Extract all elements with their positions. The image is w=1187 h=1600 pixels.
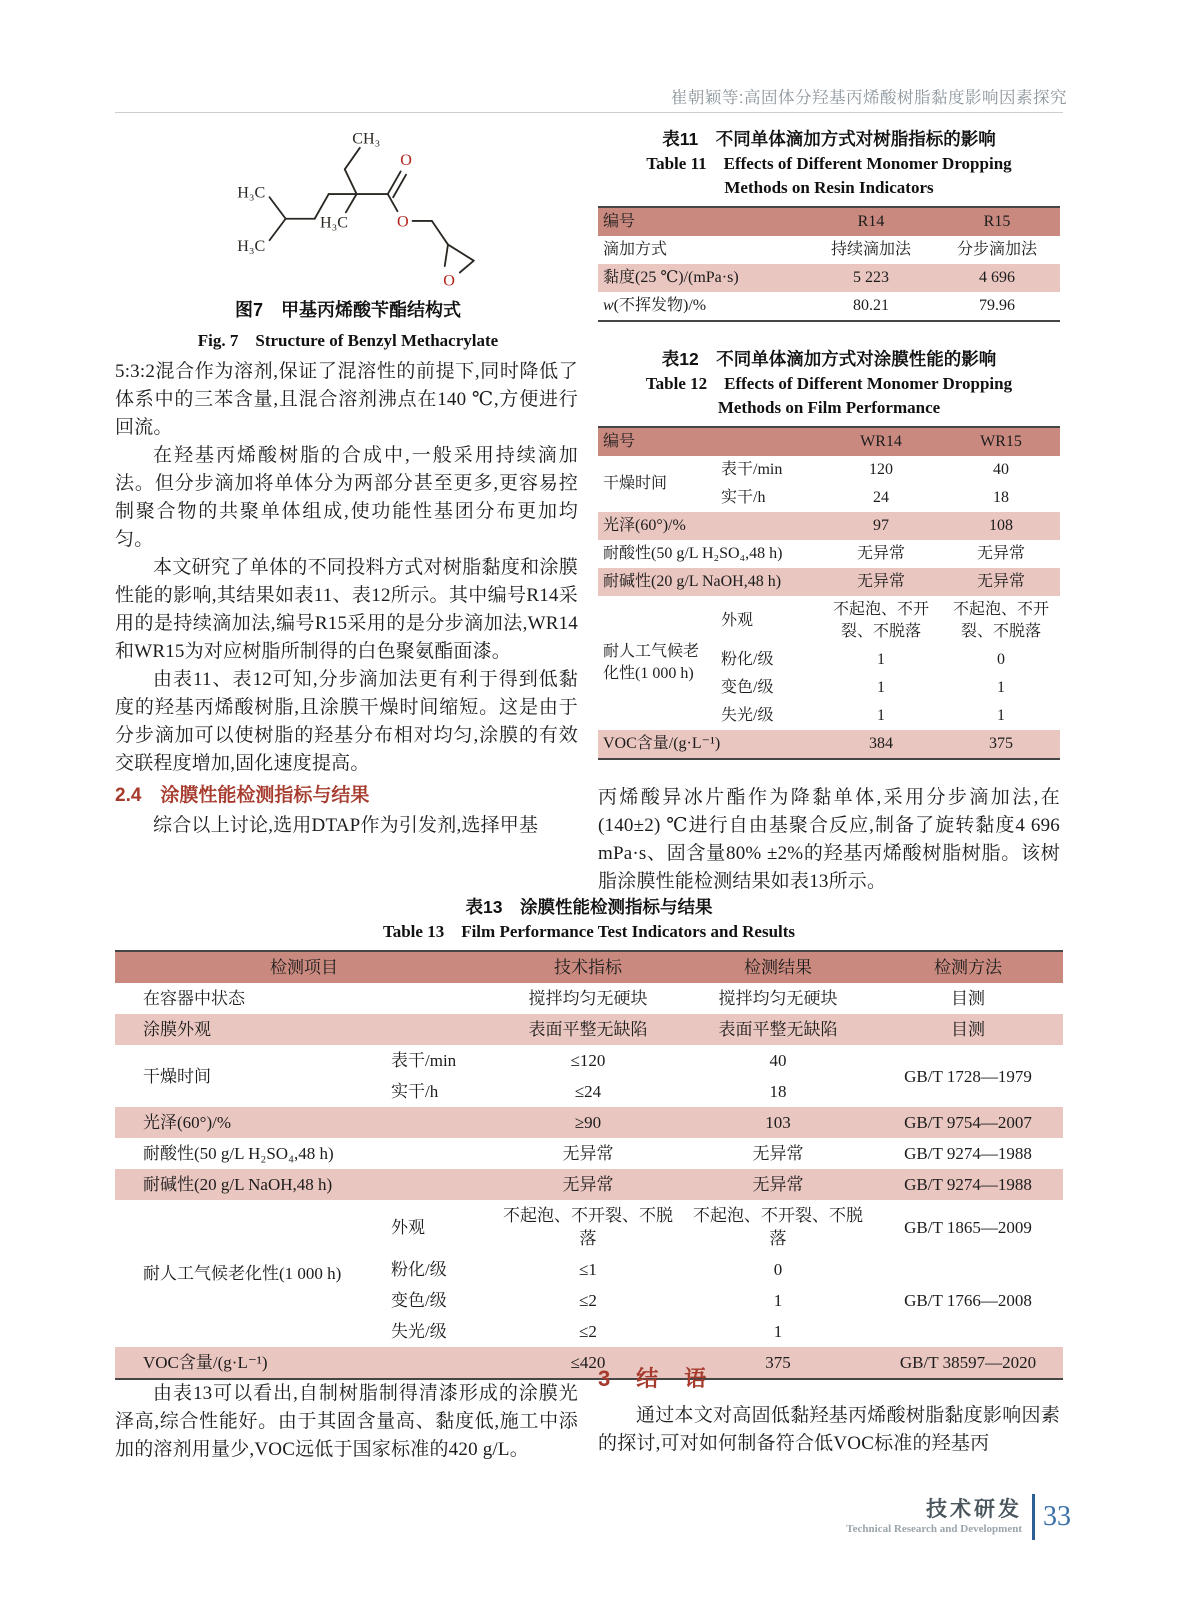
table-cell: GB/T 1728—1979 <box>904 1066 1032 1086</box>
table-cell: 24 <box>873 489 889 506</box>
table-cell: 1 <box>877 707 885 724</box>
table-row <box>598 427 1060 456</box>
table-cell: 不起泡、不开裂、不脱落 <box>693 1206 863 1248</box>
table-cell: 编号 <box>603 433 636 450</box>
figure-7 <box>118 122 578 351</box>
table-cell: 无异常 <box>856 573 905 590</box>
table-12 <box>598 426 1060 760</box>
table-cell: 不起泡、不开裂、不脱落 <box>952 601 1049 640</box>
table-cell: 无异常 <box>562 1175 614 1194</box>
table-cell: 滴加方式 <box>603 241 668 258</box>
table-cell: ≤1 <box>579 1260 597 1279</box>
table-row <box>115 1014 1063 1045</box>
table-13-title-zh: 表13 涂膜性能检测指标与结果 <box>465 897 713 917</box>
right-column-bottom <box>598 1364 1060 1458</box>
table-cell: 检测结果 <box>744 958 812 977</box>
table-cell: ≤2 <box>579 1291 597 1310</box>
atom-label-ch3: CH₃ <box>352 130 381 148</box>
table-row <box>115 983 1063 1014</box>
table-row <box>598 730 1060 759</box>
table-row <box>598 512 1060 540</box>
table-cell: 无异常 <box>752 1144 804 1163</box>
table-cell: 检测方法 <box>934 958 1002 977</box>
table-cell: 无异常 <box>976 573 1025 590</box>
paragraph: 通过本文对高固低黏羟基丙烯酸树脂黏度影响因素的探讨,可对如何制备符合低VOC标准的羟基丙 <box>598 1405 1060 1454</box>
table-12-block <box>598 346 1060 760</box>
table-row <box>115 1045 1063 1076</box>
table-cell: 实干/h <box>721 489 766 506</box>
table-12-title-en-line1: Table 12 Effects of Different Monomer Dropping <box>645 374 1013 393</box>
page-footer <box>846 1494 1071 1540</box>
table-11-title-zh: 表11 不同单体滴加方式对树脂指标的影响 <box>662 129 996 149</box>
paragraph: 在羟基丙烯酸树脂的合成中,一般采用持续滴加法。但分步滴加将单体分为两部分甚至更多,更容易控制聚合物的共聚单体组成,使功能性基团分布更加均匀。 <box>115 445 578 550</box>
table-cell: 干燥时间 <box>143 1066 211 1086</box>
table-cell: GB/T 9754—2007 <box>904 1113 1032 1132</box>
table-cell: 384 <box>869 735 893 752</box>
table-cell: 不起泡、不开裂、不脱落 <box>832 601 929 640</box>
table-cell: 变色/级 <box>721 679 774 696</box>
table-cell: VOC含量/(g·L⁻¹) <box>143 1353 268 1372</box>
table-cell: 耐酸性(50 g/L H₂SO₄,48 h) <box>143 1144 334 1163</box>
table-cell: 外观 <box>391 1217 425 1237</box>
table-row <box>115 951 1063 983</box>
table-cell: WR14 <box>860 433 902 450</box>
atom-label-ester-o: O <box>397 213 409 231</box>
table-cell: 光泽(60°)/% <box>603 517 686 534</box>
table-cell: 无异常 <box>752 1175 804 1194</box>
table-cell: ≥90 <box>574 1113 602 1132</box>
paragraph: 由表13可以看出,自制树脂制得清漆形成的涂膜光泽高,综合性能好。由于其固含量高、黏度低,施工中添加的溶剂用量少,VOC远低于国家标准的420 g/L。 <box>115 1383 578 1460</box>
table-cell: ≤120 <box>570 1051 606 1070</box>
table-row <box>598 568 1060 596</box>
molecule-structure <box>158 122 538 294</box>
paragraph: 综合以上讨论,选用DTAP作为引发剂,选择甲基 <box>153 815 539 836</box>
table-12-title-en-line2: Methods on Film Performance <box>717 398 941 417</box>
right-column <box>598 126 1060 896</box>
table-cell: 108 <box>989 517 1013 534</box>
table-row <box>598 292 1060 321</box>
header-divider <box>115 112 1063 113</box>
table-cell: 无异常 <box>976 545 1025 562</box>
table-cell: GB/T 1865—2009 <box>904 1217 1032 1237</box>
section-heading-3: 3 结 语 <box>598 1366 709 1391</box>
table-row <box>115 1200 1063 1254</box>
table-cell: 0 <box>997 651 1005 668</box>
table-cell: 表面平整无缺陷 <box>718 1020 838 1039</box>
table-cell: 编号 <box>603 213 636 230</box>
footer-divider-bar <box>1032 1494 1035 1540</box>
table-cell: 无异常 <box>562 1144 614 1163</box>
atom-label-h3c-mid: H₃C <box>320 214 349 232</box>
left-column <box>115 358 578 840</box>
figure-7-caption-en: Fig. 7 Structure of Benzyl Methacrylate <box>197 331 499 350</box>
italic-symbol: w <box>603 297 614 314</box>
paragraph: 由表11、表12可知,分步滴加法更有利于得到低黏度的羟基丙烯酸树脂,且涂膜干燥时间缩短。这是由于分步滴加可以使树脂的羟基分布相对均匀,涂膜的有效交联程度增加,固化速度提高。 <box>115 669 578 774</box>
table-cell: 耐碱性(20 g/L NaOH,48 h) <box>603 573 782 590</box>
table-cell: 1 <box>877 651 885 668</box>
table-cell: WR15 <box>980 433 1022 450</box>
running-title: 崔朝颖等:高固体分羟基丙烯酸树脂黏度影响因素探究 <box>670 89 1067 107</box>
table-11 <box>598 206 1060 322</box>
table-row <box>598 596 1060 646</box>
table-13-block <box>115 894 1063 1380</box>
page-number: 33 <box>1043 1501 1071 1532</box>
table-cell: 表干/min <box>721 461 783 478</box>
footer-section <box>846 1498 1022 1536</box>
table-row <box>115 1138 1063 1169</box>
table-cell: ≤2 <box>579 1322 597 1341</box>
table-cell: 耐人工气候老化性(1 000 h) <box>603 643 700 682</box>
table-cell: w(不挥发物)/% <box>603 297 707 314</box>
table-cell: 变色/级 <box>391 1291 447 1310</box>
table-cell: 目测 <box>951 1020 985 1039</box>
table-cell: 103 <box>765 1113 791 1132</box>
table-cell: 97 <box>873 517 889 534</box>
table-cell: 5 223 <box>853 269 889 286</box>
table-cell: GB/T 9274—1988 <box>904 1175 1032 1194</box>
table-cell: 在容器中状态 <box>143 989 245 1008</box>
table-cell: 375 <box>989 735 1013 752</box>
table-cell: ≤420 <box>570 1353 606 1372</box>
table-cell: 耐碱性(20 g/L NaOH,48 h) <box>143 1175 333 1194</box>
table-cell: GB/T 9274—1988 <box>904 1144 1032 1163</box>
table-cell: 1 <box>773 1322 783 1341</box>
table-cell <box>873 1316 1063 1347</box>
atom-label-carbonyl-o: O <box>400 152 412 169</box>
table-cell: 无异常 <box>856 545 905 562</box>
table-cell: 表干/min <box>391 1051 457 1070</box>
table-cell: 18 <box>769 1082 787 1101</box>
table-cell: 目测 <box>951 989 985 1008</box>
table-cell: 失光/级 <box>721 707 774 724</box>
table-row <box>598 456 1060 484</box>
table-12-title-zh: 表12 不同单体滴加方式对涂膜性能的影响 <box>661 349 997 369</box>
table-cell: 检测项目 <box>270 958 338 977</box>
table-cell: 黏度(25 ℃)/(mPa·s) <box>603 269 739 286</box>
table-11-block <box>598 126 1060 322</box>
atom-label-h3c-bottom: H₃C <box>237 238 266 255</box>
table-11-title-en-line1: Table 11 Effects of Different Monomer Dropping <box>646 154 1012 173</box>
table-cell: 持续滴加法 <box>830 241 911 258</box>
atom-label-h3c-top: H₃C <box>237 184 266 202</box>
table-cell: 40 <box>769 1051 787 1070</box>
table-cell: 40 <box>993 461 1009 478</box>
table-13-title-en: Table 13 Film Performance Test Indicators and Results <box>382 922 796 941</box>
table-cell: 1 <box>877 679 885 696</box>
table-cell: 搅拌均匀无硬块 <box>528 989 648 1008</box>
table-cell: 搅拌均匀无硬块 <box>718 989 838 1008</box>
table-row <box>598 236 1060 264</box>
table-cell: 1 <box>997 679 1005 696</box>
table-cell: 外观 <box>721 612 754 629</box>
table-cell: R14 <box>857 213 885 230</box>
table-cell: 表面平整无缺陷 <box>528 1020 648 1039</box>
table-cell: 18 <box>993 489 1009 506</box>
table-13 <box>115 950 1063 1380</box>
figure-7-caption <box>118 296 578 351</box>
table-cell: 分步滴加法 <box>956 241 1037 258</box>
figure-7-caption-zh: 图7 甲基丙烯酸苄酯结构式 <box>234 300 461 320</box>
table-cell: 80.21 <box>853 297 889 314</box>
table-cell: 光泽(60°)/% <box>143 1113 232 1132</box>
table-row <box>598 540 1060 568</box>
table-row <box>598 207 1060 236</box>
table-row <box>598 264 1060 292</box>
table-cell: 120 <box>869 461 893 478</box>
bond-lines <box>270 148 474 273</box>
table-cell: 涂膜外观 <box>143 1020 211 1039</box>
table-row <box>115 1107 1063 1138</box>
table-cell: 技术指标 <box>554 958 622 977</box>
table-row <box>115 1169 1063 1200</box>
left-column-bottom <box>115 1380 578 1464</box>
table-cell: ≤24 <box>574 1082 602 1101</box>
table-cell: 1 <box>773 1291 783 1310</box>
footer-section-zh: 技术研发 <box>926 1498 1022 1521</box>
table-cell: GB/T 38597—2020 <box>899 1353 1037 1372</box>
paragraph: 丙烯酸异冰片酯作为降黏单体,采用分步滴加法,在(140±2) ℃进行自由基聚合反应,制备了旋转黏度4 696 mPa·s、固含量80% ±2%的羟基丙烯酸树脂树脂。该树脂涂膜性能检测结果如表13所示。 <box>598 787 1060 892</box>
table-cell: 79.96 <box>979 297 1015 314</box>
table-cell: 375 <box>765 1353 791 1372</box>
table-cell: 不起泡、不开裂、不脱落 <box>503 1206 673 1248</box>
table-cell: 失光/级 <box>391 1322 447 1341</box>
footer-section-en: Technical Research and Development <box>846 1523 1022 1535</box>
table-cell: 耐酸性(50 g/L H₂SO₄,48 h) <box>603 545 783 562</box>
table-11-title-en-line2: Methods on Resin Indicators <box>724 178 934 197</box>
table-cell: 0 <box>773 1260 783 1279</box>
table-cell: 耐人工气候老化性(1 000 h) <box>143 1264 342 1283</box>
table-cell: 实干/h <box>391 1082 439 1101</box>
table-cell: 4 696 <box>979 269 1015 286</box>
table-cell: R15 <box>983 213 1011 230</box>
section-heading-2-4: 2.4 涂膜性能检测指标与结果 <box>115 785 370 806</box>
atom-label-epoxide-o: O <box>443 272 455 290</box>
paragraph: 5:3:2混合作为溶剂,保证了混溶性的前提下,同时降低了体系中的三苯含量,且混合溶剂沸点在140 ℃,方便进行回流。 <box>115 361 578 438</box>
paragraph: 本文研究了单体的不同投料方式对树脂黏度和涂膜性能的影响,其结果如表11、表12所示。其中编号R14采用的是持续滴加法,编号R15采用的是分步滴加法,WR14和WR15为对应树脂所制得的白色聚氨酯面漆。 <box>115 557 578 662</box>
table-cell: 1 <box>997 707 1005 724</box>
table-cell: 干燥时间 <box>603 475 668 492</box>
table-cell: 粉化/级 <box>391 1260 447 1279</box>
table-cell <box>873 1254 1063 1285</box>
table-cell: 粉化/级 <box>721 651 774 668</box>
table-cell: GB/T 1766—2008 <box>904 1291 1032 1310</box>
table-cell: VOC含量/(g·L⁻¹) <box>603 735 721 752</box>
